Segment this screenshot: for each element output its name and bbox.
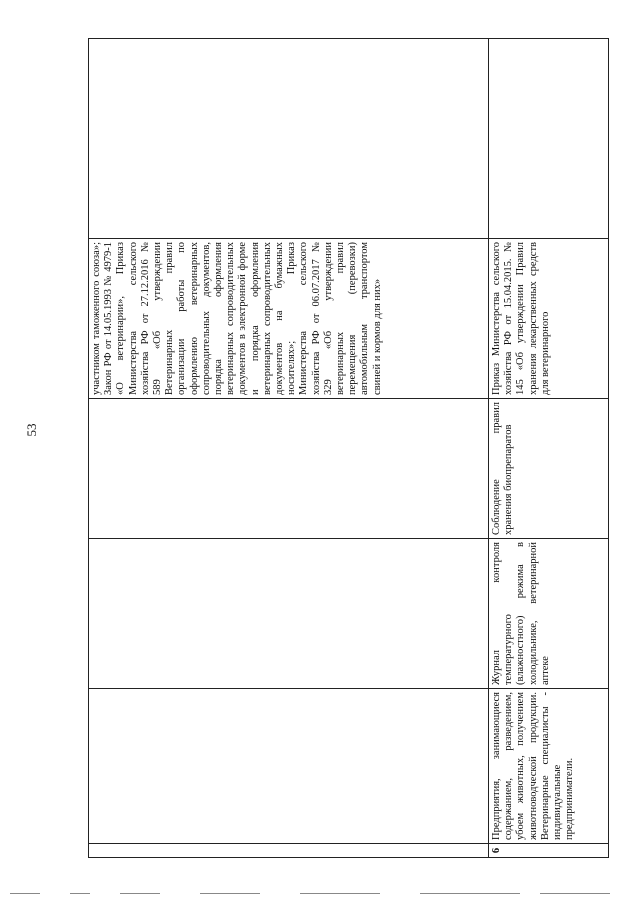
regulation-table [88, 38, 609, 858]
regulation-table-container [88, 38, 608, 858]
cell-empty [89, 399, 489, 539]
cell-empty [89, 539, 489, 689]
row-number: 6 [489, 844, 609, 858]
table-row [89, 39, 489, 858]
cell-requirement: Соблюдение правил хранения биопрепаратов [489, 399, 609, 539]
cell-legal-basis: участником таможенного союза»; Закон РФ от 14.05.1993 № 4979-1 «О ветеринарии», Приказ Министерства сельского хозяйства РФ от 27.12.2016 № 589 «Об утверждении Ветеринарных правил организации работы по оформлению ветеринарных сопроводительных документов, порядка оформления ветеринарных сопроводительных документов в электронной форме и порядка оформления ветеринарных сопроводительных документов на бумажных носителях»; Приказ Министерства сельского хозяйства РФ от 06.07.2017 № 329 «Об утверждении ветеринарных правил перемещения (перевозки) автомобильным транспортом свиней и кормов для них» [89, 239, 489, 399]
cell-empty [489, 39, 609, 239]
cell-legal-basis: Приказ Министерства сельского хозяйства РФ от 15.04.2015. № 145 «Об утверждении Правил хранения лекарственных средств для ветеринарного [489, 239, 609, 399]
cell-document: Журнал контроля температурного (влажностного) режима в холодильнике, ветеринарной аптеке [489, 539, 609, 689]
rotated-table-area [88, 38, 608, 858]
page-number: 53 [24, 423, 39, 437]
cell-empty [89, 844, 489, 858]
cell-subjects: Предприятия, занимающиеся содержанием, разведением, убоем животных, получением животноводческой продукции. Ветеринарные специалисты - индивидуальные предприниматели. [489, 689, 609, 844]
cell-empty [89, 689, 489, 844]
table-row [489, 39, 609, 858]
scan-edge-noise [0, 893, 640, 899]
cell-empty [89, 39, 489, 239]
